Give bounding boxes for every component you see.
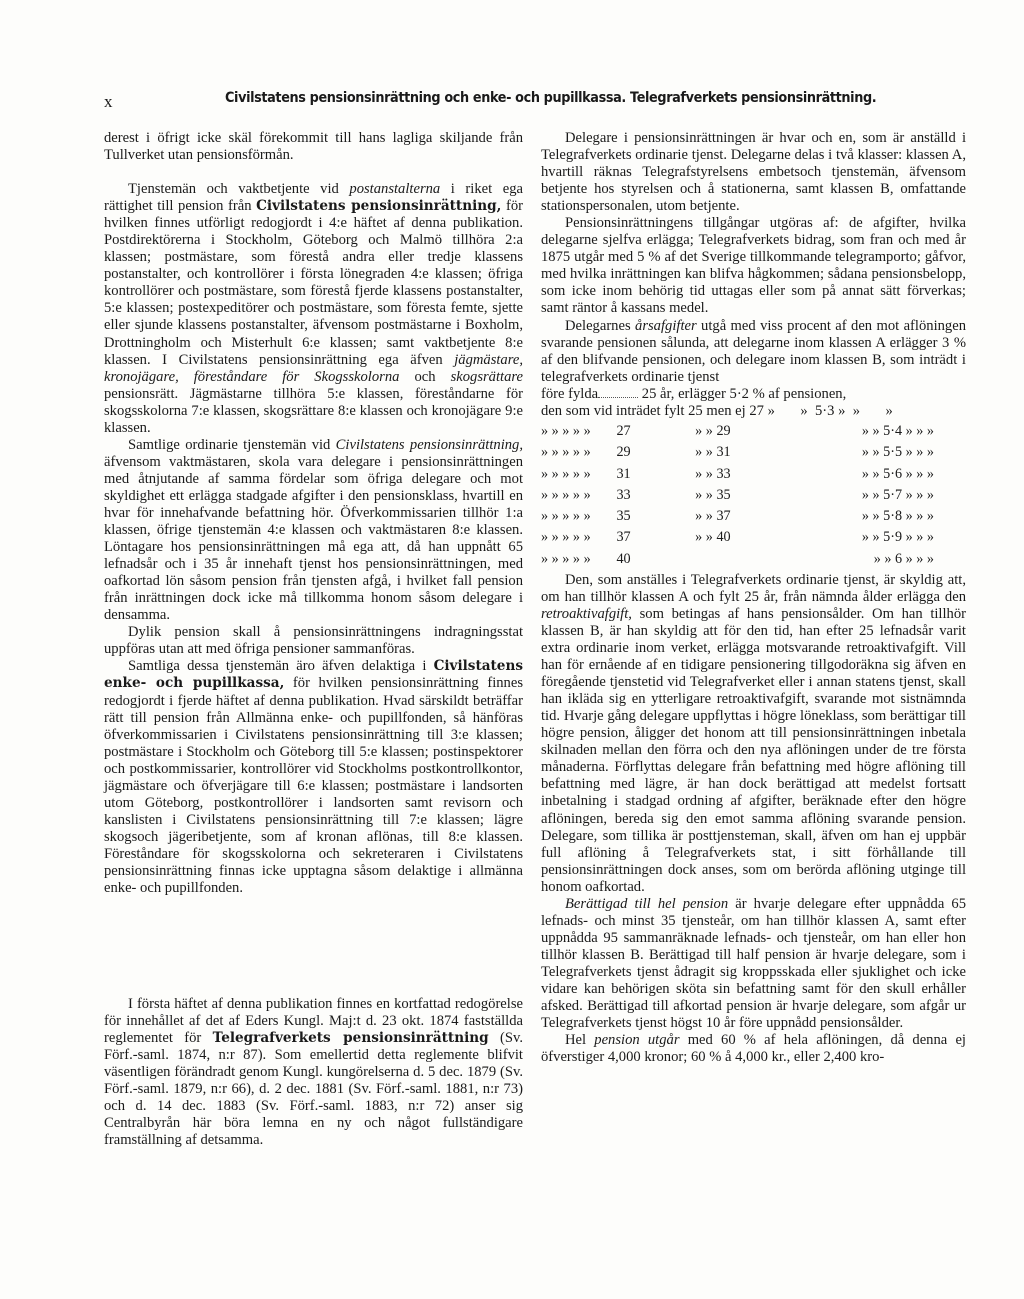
- schedule-second-line: den som vid inträdet fylt 25 men ej 27 » » 5·3 » » »: [541, 402, 893, 419]
- paragraph-enke-pupillkassa: Samtliga dessa tjenstemän äro äfven delaktiga i Civilstatens enke- och pupillkassa, för hvilken pensionsinrättning finnes redogjordt i fjerde häftet af denna publikation. Hvad särskildt beträffar rätt till pension från Allmänna enke- och pupillfonden, så hänföras öfverkommissarien i Civilstatens pensionsinrättning till 3:e klassen; postmästare i Stockholm och Göteborg till 5:e klassen; postinspektorer och postkommissarier, kontrollörer vid Stockholms postkontrollkontor, jägmästare och öfverjägare till 6:e klassen; postmästare i landsorten utom Göteborg, postkontrollörer i landsorten samt revisorn och kanslisten i Civilstatens pensionsinrättning till 7:e klassen; lägre skogsoch jägeribetjente, som af kronan aflönas, till 8:e klassen. Föreståndare för skogsskolorna och sekreteraren i Civilstatens pensionsinrättning finnas icke upptagna såsom delaktige i allmänna enke- och pupillfonden.: [104, 658, 523, 897]
- schedule-cell-q: » » » » »: [541, 486, 591, 503]
- schedule-row: [541, 442, 934, 463]
- schedule-cell-q: » » » » »: [541, 529, 591, 546]
- paragraph-tullverket: derest i öfrigt icke skäl förekommit till hans lagliga skiljande från Tullverket utan pensionsförmån.: [104, 130, 523, 164]
- dotted-leader: [598, 397, 638, 398]
- schedule-row: [541, 463, 934, 484]
- schedule-cell-q: » » » » »: [541, 508, 591, 525]
- schedule-row: [541, 527, 934, 548]
- schedule-cell-a: 33: [616, 486, 631, 503]
- schedule-cell-a: 35: [616, 508, 631, 525]
- schedule-cell-b: » » 40: [695, 529, 731, 546]
- schedule-cell-q: » » » » »: [541, 465, 591, 482]
- left-column: [104, 130, 523, 1149]
- schedule-cell-a: 27: [616, 422, 631, 439]
- paragraph-pension-utgar: Hel pension utgår med 60 % af hela aflöningen, då denna ej öfverstiger 4,000 kronor; 60 % å 4,000 kr., eller 2,400 kro-: [541, 1032, 966, 1066]
- schedule-cell-p: » » 5·6 » » »: [861, 465, 934, 482]
- schedule-row: [541, 549, 934, 570]
- schedule-cell-q: » » » » »: [541, 550, 591, 567]
- running-head: Civilstatens pensionsinrättning och enke- och pupillkassa. Telegrafverkets pensionsinrättning.: [225, 90, 877, 106]
- paragraph-indragningsstat: Dylik pension skall å pensionsinrättningens indragningsstat uppföras utan att med öfriga pensioner sammanföras.: [104, 624, 523, 658]
- schedule-cell-b: » » 29: [695, 422, 731, 439]
- paragraph-civilstatens-tjenstemän: Samtlige ordinarie tjenstemän vid Civilstatens pensionsinrättning, äfvensom vaktmästaren, skola vara delegare i pensionsinrättningen med åtnjutande af samma fördelar som öfriga delegare och mot skyldighet ett erlägga stadgade afgifter i den pensionsklass, hvartill en hvar för innehafvande befattning hör. Öfverkommissarien tillhör 1:a klassen, öfrige tjenstemän 4:e klassen och vaktmästaren 8:e klassen. Löntagare hos pensionsinrättningen må ega att, då han uppnått 65 lefnadsår och i 35 år innehaft tjenst hos pensionsinrättningen, med oafkortad lön såsom pension från tjensten afgå, i hvilket fall pension från inrättningen dock icke må tillkomma honom såsom delegare i densamma.: [104, 436, 524, 624]
- schedule-cell-b: [631, 549, 731, 570]
- fee-schedule-table: [541, 421, 934, 570]
- paragraph-delegare: Delegare i pensionsinrättningen är hvar och en, som är anställd i Telegrafverkets ordinarie tjenst. Delegarne delas i två klasser: klassen A, hvartill räknas Telegrafstyrelsens embetsoch tjenstemän, äfvensom betjente hos styrelsen och å stationerna, samt klassen B, omfattande stationspersonalen, utom betjente.: [541, 130, 966, 215]
- schedule-cell-p: » » 5·4 » » »: [861, 422, 934, 439]
- schedule-cell-p: » » 5·9 » » »: [861, 529, 934, 546]
- paragraph-retroaktivafgift: Den, som anställes i Telegrafverkets ordinarie tjenst, är skyldig att, om han tillhör klassen A och fylt 25 år, från nämnda ålder erlägga den retroaktivafgift, som betingas af hans pensionsålder. Om han tillhör klassen B, är han skyldig att för den tid, han efter 25 lefnadsår varit extra ordinarie inom verket, erlägga motsvarande retroaktivafgift. Vill han för ernående af en tidigare pensionering tillgodoräkna sig äfven en föregående tjenstetid vid Telegrafverket eller i annan statens tjenst, skall han ikläda sig en ytterligare retroaktivafgift, svarande mot sistnämnda tid. Hvarje gång delegare uppflyttas i högre löneklass, som berättigar till högre pension, åligger det honom att till pensionsinrättningen inbetala skilnaden mellan den förra och den nya aflöningen under de tre första månaderna. Förflyttas delegare från befattning med högre aflöning till befattning med lägre, är han dock berättigad att medelst fortsatt inbetalning i stadgad ordning af afgifter, beräknade efter den högre aflöningen, bereda sig den emot samma aflöning svarande pension. Delegare, som tillika är posttjensteman, skall, äfven om han ej uppbär full aflöning å Telegrafverkets stat, i sitt förhållande till pensionsinrättningen dock anses, som om berörda aflöning utginge till honom oafkortad.: [541, 571, 966, 895]
- paragraph-postanstalterna: Tjenstemän och vaktbetjente vid postanstalterna i riket ega rättighet till pension från Civilstatens pensionsinrättning, för hvilken finnes utförligt redogjordt i 4:e häftet af denna publikation. Postdirektörerna i Stockholm, Göteborg och Malmö tillhöra 2:a klassen; postmästare, som förestå andra eller tredje klassens postanstalter, och kontrollörer i första lönegraden 4:e klassen; öfriga kontrollörer och postmästare, som förestå fjerde klassens postanstalter, 5:e klassen; postexpeditörer och postmästare, som föresta femte, sjette eller sjunde klassens postanstalter, äfvensom postmästarne i Boxholm, Drottningholm och Misterhult 6:e klassen; samt vaktbetjente 8:e klassen. I Civilstatens pensionsinrättning ega äfven jägmästare, kronojägare, föreståndare för Skogsskolorna och skogsrättare pensionsrätt. Jägmästarne tillhöra 5:e klassen, föreståndarne för skogsskolorna 7:e klassen, skogsrättare 8:e klassen och kronojägare 9:e klassen.: [104, 181, 523, 436]
- right-column: [541, 130, 966, 1066]
- schedule-cell-b: » » 33: [695, 465, 731, 482]
- schedule-row: [541, 506, 934, 527]
- schedule-cell-b: » » 31: [695, 444, 731, 461]
- schedule-cell-p: » » 6 » » »: [873, 550, 934, 567]
- schedule-cell-a: 37: [616, 529, 631, 546]
- schedule-cell-p: » » 5·7 » » »: [861, 486, 934, 503]
- schedule-cell-p: » » 5·8 » » »: [861, 508, 934, 525]
- schedule-cell-b: » » 37: [695, 508, 731, 525]
- schedule-cell-a: 40: [616, 550, 631, 567]
- schedule-cell-b: » » 35: [695, 486, 731, 503]
- paragraph-hel-pension: Berättigad till hel pension är hvarje delegare efter uppnådda 65 lefnads- och minst 35 tjensteår, om han tillhör klassen A, samt efter uppnådda 95 sammanräknade lefnads- och tjensteår, om han eller hon tillhör klassen B. Berättigad till half pension är hvarje delegare, som i Telegrafverkets tjenst ådragit sig kroppsskada eller sjuklighet och icke vidare kan behörigen sköta sin befattning samt för den skull erhåller afsked. Berättigad till afkortad pension är hvarje delegare, som afgår ur Telegrafverkets tjenst högst 10 år före uppnådd pensionsålder.: [541, 895, 966, 1032]
- schedule-cell-p: » » 5·5 » » »: [861, 444, 934, 461]
- schedule-first-line: före fylda 25 år, erlägger 5·2 % af pensionen,: [541, 385, 847, 402]
- page-number: x: [104, 92, 113, 111]
- paragraph-tillgangar: Pensionsinrättningens tillgångar utgöras af: de afgifter, hvilka delegarne sjelfva erlägga; Telegrafverkets bidrag, som fran och med år 1875 utgår med 5 % af det Sverige tillkommande telegramporto; gåfvor, med hvilka inrättningen kan blifva hågkommen; sådana pensionsbelopp, som icke inom behörig tid uttagas eller som på annat sätt förverkas; samt räntor å kassans medel.: [541, 215, 966, 317]
- schedule-row: [541, 421, 934, 442]
- paragraph-telegrafverkets-reglemente: I första häftet af denna publikation finnes en kortfattad redogörelse för innehållet af det af Eders Kungl. Maj:t d. 23 okt. 1874 fastställda reglementet för Telegrafverkets pensionsinrättning (Sv. Förf.-saml. 1874, n:r 87). Som emellertid detta reglemente blifvit väsentligen förändradt genom Kungl. kungörelserna d. 5 dec. 1879 (Sv. Förf.-saml. 1879, n:r 66), d. 2 dec. 1881 (Sv. Förf.-saml. 1881, n:r 73) och d. 14 dec. 1883 (Sv. Förf.-saml. 1883, n:r 72) anser sig Centralbyrån här böra lemna en ny och något fullständigare framställning af detsamma.: [104, 996, 523, 1149]
- schedule-cell-a: 31: [616, 465, 631, 482]
- paragraph-arsafgifter: Delegarnes årsafgifter utgå med viss procent af den mot aflöningen svarande pensionen sålunda, att delegarne inom klassen A erlägger 3 % af den blifvande pensionen, och delegare inom klassen B, som inträdt i telegrafverkets ordinarie tjenst: [541, 317, 966, 385]
- schedule-cell-a: 29: [616, 444, 631, 461]
- schedule-row: [541, 485, 934, 506]
- schedule-cell-q: » » » » »: [541, 422, 591, 439]
- schedule-cell-q: » » » » »: [541, 444, 591, 461]
